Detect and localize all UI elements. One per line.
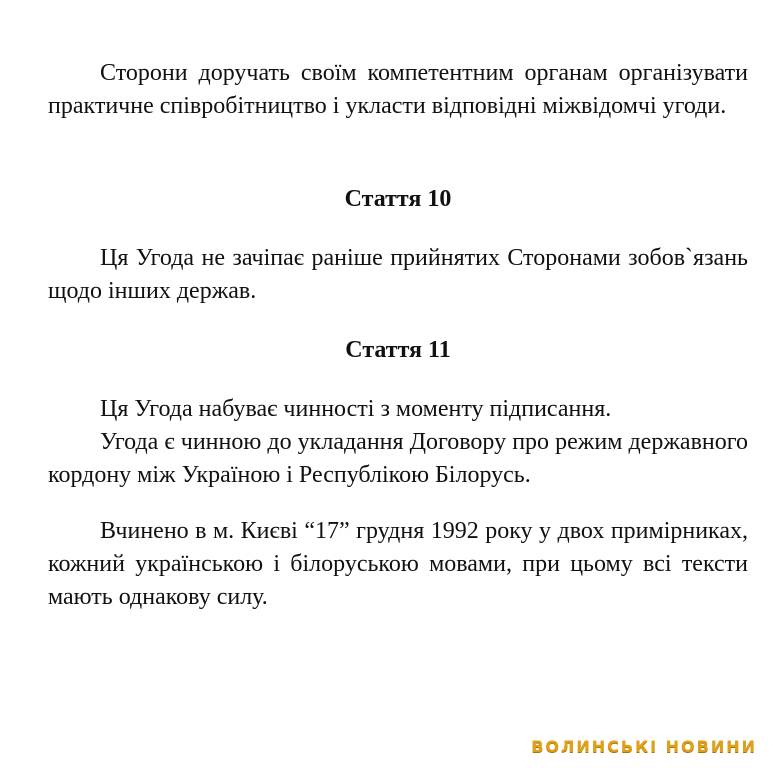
document-page [48, 57, 748, 614]
paragraph-obligations: Ця Угода не зачіпає раніше прийнятих Сторонами зобов`язань щодо інших держав. [48, 245, 748, 304]
article-11-heading: Стаття 11 [345, 337, 451, 363]
paragraph-cooperation: Сторони доручать своїм компетентним органам організувати практичне співробітництво і укласти відповідні міжвідомчі угоди. [48, 60, 748, 119]
paragraph-done-at-kyiv: Вчинено в м. Києві “17” грудня 1992 року у двох примірниках, кожний українською і білоруською мовами, при цьому всі тексти мають однакову силу. [48, 518, 748, 610]
article-10-heading: Стаття 10 [344, 186, 452, 212]
watermark-logo: ВОЛИНСЬКІ НОВИНИ [531, 737, 757, 756]
paragraph-validity: Угода є чинною до укладання Договору про режим державного кордону між Україною і Республікою Білорусь. [48, 429, 748, 488]
paragraph-entry-into-force: Ця Угода набуває чинності з моменту підписання. [100, 396, 612, 422]
